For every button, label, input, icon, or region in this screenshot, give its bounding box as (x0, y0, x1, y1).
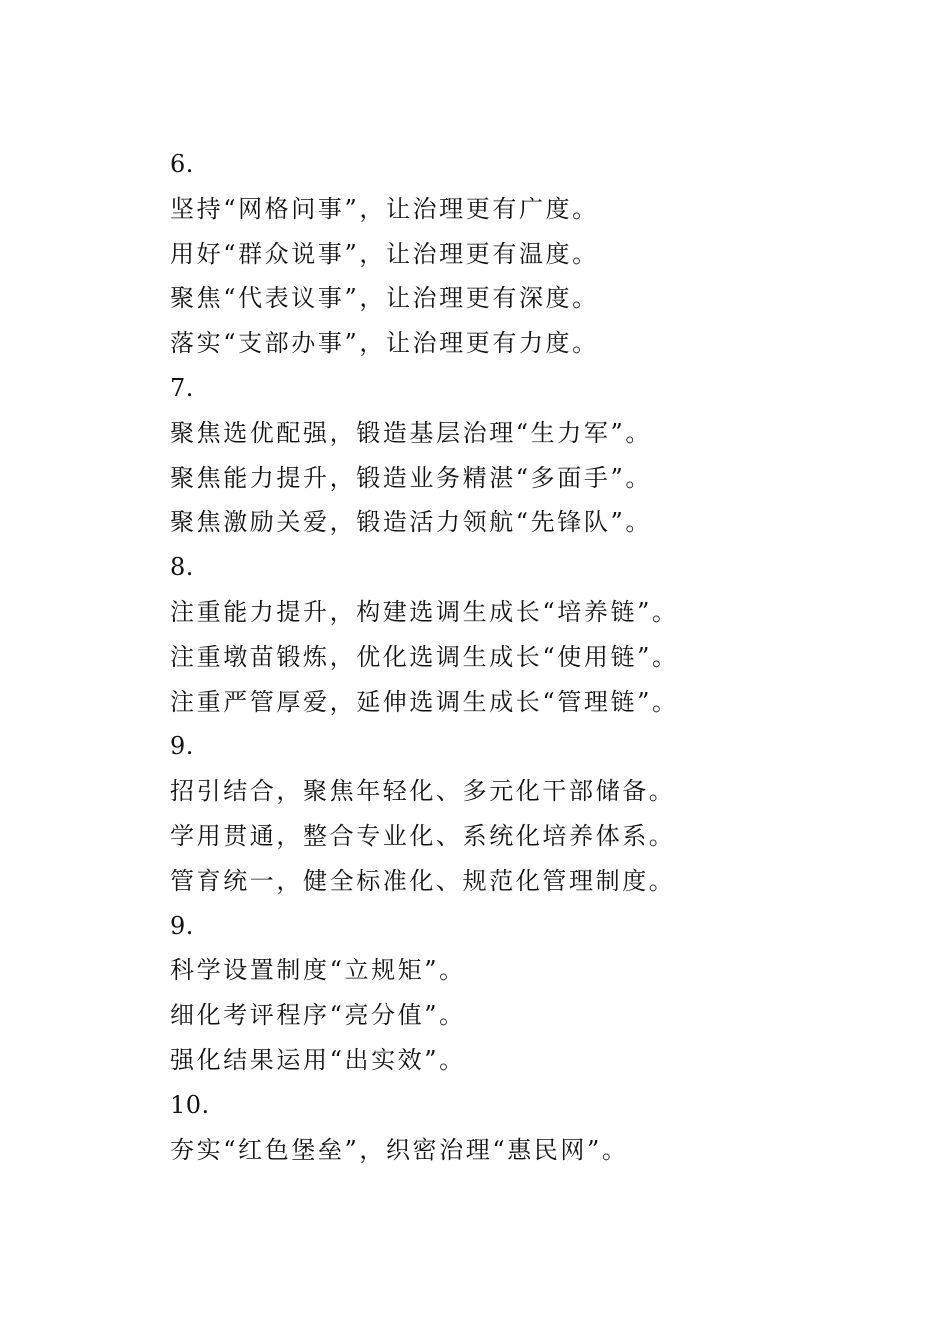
section-number: 9. (170, 732, 194, 761)
section-number: 6. (170, 150, 194, 178)
section-line: 管育统一，健全标准化、规范化管理制度。 (170, 866, 676, 895)
section-line: 细化考评程序“亮分值”。 (170, 1001, 466, 1030)
section-line: 注重墩苗锻炼，优化选调生成长“使用链”。 (170, 642, 679, 671)
section-line: 学用贯通，整合专业化、系统化培养体系。 (170, 821, 676, 850)
section-number: 9. (170, 911, 194, 940)
section-line: 强化结果运用“出实效”。 (170, 1045, 466, 1074)
section-line: 聚焦选优配强，锻造基层治理“生力军”。 (170, 418, 652, 447)
section-line: 注重能力提升，构建选调生成长“培养链”。 (170, 597, 679, 626)
section-line: 聚焦能力提升，锻造业务精湛“多面手”。 (170, 463, 652, 492)
section-number: 8. (170, 553, 194, 582)
section-number: 7. (170, 373, 194, 402)
section-line: 科学设置制度“立规矩”。 (170, 956, 466, 985)
section-line: 坚持“网格问事”，让治理更有广度。 (170, 194, 599, 223)
section-line: 用好“群众说事”，让治理更有温度。 (170, 239, 599, 268)
section-number: 10. (170, 1090, 210, 1119)
section-line: 注重严管厚爱，延伸选调生成长“管理链”。 (170, 687, 679, 716)
section-line: 夯实“红色堡垒”，织密治理“惠民网”。 (170, 1135, 629, 1164)
section-line: 聚焦“代表议事”，让治理更有深度。 (170, 284, 599, 313)
section-line: 落实“支部办事”，让治理更有力度。 (170, 329, 599, 358)
document-body (170, 142, 890, 1172)
section-line: 聚焦激励关爱，锻造活力领航“先锋队”。 (170, 508, 652, 537)
section-line: 招引结合，聚焦年轻化、多元化干部储备。 (170, 777, 676, 806)
